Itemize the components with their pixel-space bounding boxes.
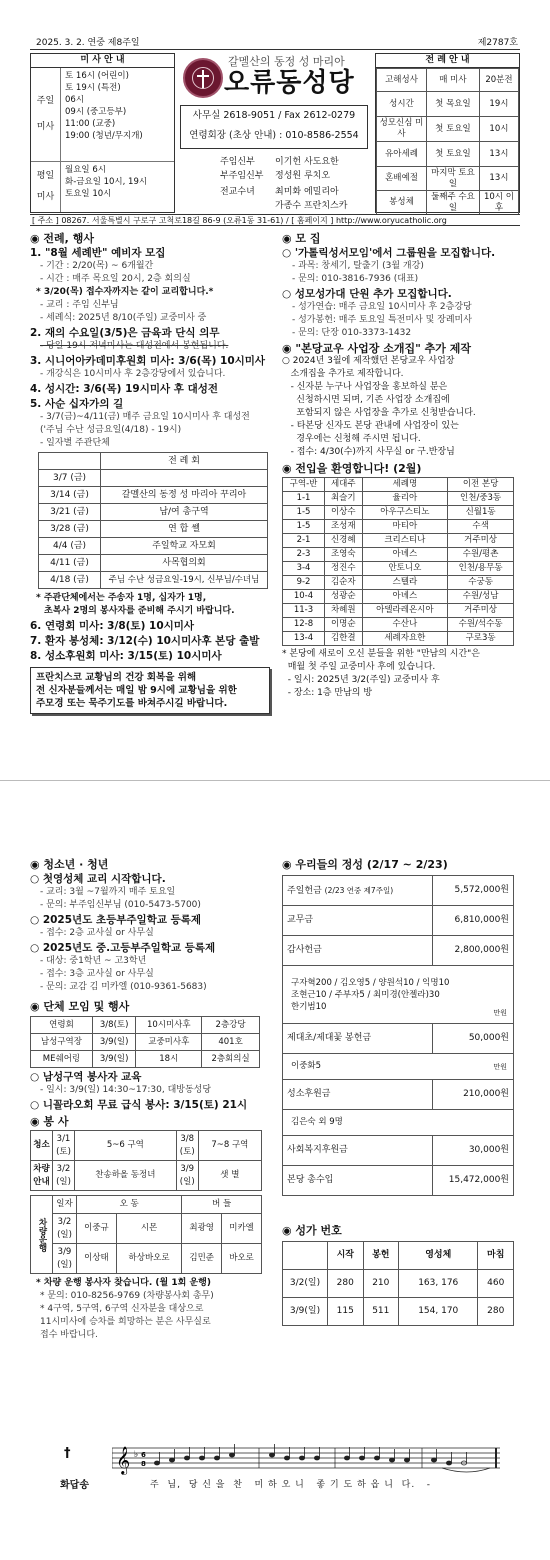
liturgy-line: - 기간 : 2/20(목) ~ 6개월간 [40, 261, 154, 271]
schedule-date: 3/14 (금) [39, 487, 101, 504]
schedule-date: 4/4 (금) [39, 538, 101, 555]
schedule-row [39, 504, 268, 521]
newcomers-cell: 아녜스 [362, 548, 448, 562]
svg-text:6: 6 [141, 1451, 146, 1459]
liturgy-line: - 시간 : 매주 목요일 20시, 2층 회의실 [40, 274, 191, 284]
weekday-mass [31, 162, 174, 212]
newcomers-cell: 율리아 [362, 492, 448, 506]
rite-guide [375, 53, 520, 213]
mass-guide-title: 미 사 안 내 [31, 54, 174, 68]
schedule-group: 주님 수난 성금요일-19시, 신부님/수녀님 [101, 572, 268, 589]
newcomers-cell: 구로3동 [448, 632, 514, 646]
groups-line: - 일시: 3/9(일) 14:30~17:30, 대방동성당 [40, 1085, 212, 1095]
church-seal-icon [183, 58, 223, 98]
newcomers-cell: 12-8 [283, 618, 325, 632]
recruit-line: ○ '가톨릭성서모임'에서 그룹원을 모집합니다. [282, 247, 496, 259]
newcomers-cell: 김한결 [325, 632, 363, 646]
issue-date: 2025. 3. 2. 연중 제8주일 [36, 38, 140, 48]
group-cell: 교중미사후 [136, 1034, 202, 1051]
sunday-mass [31, 68, 174, 162]
liturgy-line: - 개강식은 10시미사 후 2층강당에서 있습니다. [40, 369, 226, 379]
newcomers-row [283, 618, 514, 632]
catalog-heading: ◉ "본당교우 사업장 소개집" 추가 제작 [282, 342, 471, 355]
newcomers-after [282, 648, 522, 700]
sunday-mass-times: 토 16시 (어린이) 토 19시 (특전) 06시 09시 (중고등부) 11:00 (교중) 19:00 (청년/무지개) [65, 71, 143, 141]
schedule-date: 3/7 (금) [39, 470, 101, 487]
newcomers-cell: 13-4 [283, 632, 325, 646]
catalog-line: ○ 2024년 3월에 제작했던 본당교우 사업장 [282, 356, 455, 366]
liturgy-line: * 주관단체에서는 주송자 1명, 십자가 1명, [36, 593, 207, 603]
groups-after [30, 1071, 275, 1112]
liturgy-line: - 일자별 주관단체 [40, 438, 110, 448]
newcomers-cell: 신월1동 [448, 506, 514, 520]
schedule-group: 사목협의회 [101, 555, 268, 572]
service-line: * 4구역, 5구역, 6구역 신자분을 대상으로 [40, 1304, 204, 1314]
service-heading: ◉ 봉 사 [30, 1115, 69, 1128]
newcomers-cell: 9-2 [283, 576, 325, 590]
newcomers-line: 매월 첫 주일 교중미사 후에 있습니다. [282, 662, 436, 672]
youth-line: ○ 2025년도 중.고등부주일학교 등록제 [30, 942, 216, 954]
service-line: * 문의: 010-8256-9769 (차량봉사회 총무) [40, 1291, 214, 1301]
newcomers-line: - 일시: 2025년 3/2(주일) 교중미사 후 [282, 675, 440, 685]
staff-list: 주임신부 이기헌 사도요한 부주임신부 정성원 루치오 전교수녀 최미화 에밀리아 가종수 프란치스카 [220, 157, 348, 211]
schedule-date: 4/18 (금) [39, 572, 101, 589]
catalog-lines [282, 355, 522, 459]
youth-line: ○ 2025년도 초등부주일학교 등록제 [30, 914, 202, 926]
page-divider [0, 780, 550, 781]
liturgy-items [30, 247, 275, 450]
offering-table: 주일헌금 (2/23 연중 제7주일) 5,572,000원 교무금 6,810,000원 감사헌금 2,800,000원 구자혁200 / 김오영5 / 양원석10 / 익명10 조현근10 / 주부자5 / 최미경(안젤라)30 한기범10 만원 제대초/제대꽃 봉헌금 50,000원 이중화5 만원 성소후원금 210,000원 김은숙 외 9명 사회복지후원금 30,000원 본당 총수입 15,472,000원 [282, 875, 514, 1196]
newcomers-cell: 이상수 [325, 506, 363, 520]
newcomers-cell: 조영숙 [325, 548, 363, 562]
catalog-line: - 신자분 누구나 사업장을 홍보하실 분은 [282, 382, 448, 392]
church-title-block [180, 53, 368, 213]
liturgy-line: 3. 시니어아카데미후원회 미사: 3/6(목) 10시미사 [30, 355, 266, 367]
weekday-mass-label: 평일 미사 [31, 162, 61, 212]
schedule-group: 주일학교 자모회 [101, 538, 268, 555]
newcomers-col: 이전 본당 [448, 478, 514, 492]
newcomers-row [283, 506, 514, 520]
newcomers-cell: 수궁동 [448, 576, 514, 590]
church-subtitle: 갈멜산의 동정 성 마리아 [228, 55, 345, 68]
issue-number: 제2787호 [477, 38, 518, 48]
groups-heading: ◉ 단체 모임 및 행사 [30, 1000, 130, 1013]
schedule-row [39, 470, 268, 487]
liturgy-line: 7. 환자 봉성체: 3/12(수) 10시미사후 본당 출발 [30, 635, 260, 647]
catalog-line: - 타본당 신자도 본당 관내에 사업장이 있는 [282, 421, 459, 431]
schedule-row [39, 555, 268, 572]
newcomers-cell: 이명순 [325, 618, 363, 632]
pope-prayer-note: 프란치스코 교황님의 건강 회복을 위해 전 신자분들께서는 매일 밤 9시에 교황님을 위한 주모경 또는 묵주기도를 바쳐주시길 바랍니다. [30, 667, 270, 714]
svg-text:8: 8 [141, 1460, 146, 1468]
cross-icon: † [64, 1446, 71, 1461]
newcomers-header-row [283, 478, 514, 492]
group-cell: 2층회의실 [202, 1051, 260, 1068]
issue-line [30, 38, 520, 50]
driving-table: 차량운행 일자 오 동 버 들 3/2 (일) 이중규 시몬 최광영 미카엘 3/9 (일) 이상태 하상바오로 김민준 바오로 [30, 1195, 262, 1274]
right-column [282, 232, 522, 700]
response-label: 화답송 [60, 1480, 89, 1491]
newcomers-cell: 1-5 [283, 506, 325, 520]
newcomers-cell: 수산나 [362, 618, 448, 632]
group-cell: 남성구역장 [31, 1034, 93, 1051]
youth-line: ○ 첫영성체 교리 시작합니다. [30, 873, 166, 885]
group-cell: 연령회 [31, 1017, 93, 1034]
youth-line: - 접수: 3층 교사실 or 사무실 [40, 969, 154, 979]
liturgy-line: 6. 연령회 미사: 3/8(토) 10시미사 [30, 620, 195, 632]
funeral-contact: 연령회장 (초상 안내) : 010-8586-2554 [189, 130, 359, 141]
liturgy-line: - 세례식: 2025년 8/10(주일) 교중미사 중 [40, 313, 207, 323]
schedule-row [39, 538, 268, 555]
newcomers-cell: 세례자요한 [362, 632, 448, 646]
catalog-line: 포함되지 않은 사업장을 추가로 신청받습니다. [282, 408, 476, 418]
group-row [31, 1017, 260, 1034]
newcomers-row [283, 604, 514, 618]
office-contact [180, 105, 368, 149]
music-staff [112, 1440, 502, 1480]
newcomers-row [283, 534, 514, 548]
newcomers-cell: 거주미상 [448, 604, 514, 618]
liturgy-line: 2. 재의 수요일(3/5)은 금육과 단식 의무 [30, 327, 220, 339]
response-lyrics: 주 님, 당 신 을 찬 미 하 오 니 좋 기 도 하 옵 니 다. - [150, 1480, 432, 1490]
schedule-row [39, 521, 268, 538]
newcomers-cell: 최슬기 [325, 492, 363, 506]
newcomers-cell: 신경혜 [325, 534, 363, 548]
newcomers-cell: 아우구스티노 [362, 506, 448, 520]
youth-line: - 교리: 3월 ~7월까지 매주 토요일 [40, 887, 176, 897]
newcomers-cell: 스텔라 [362, 576, 448, 590]
newcomers-row [283, 520, 514, 534]
schedule-header: 전 례 회 [101, 453, 268, 470]
response-psalm [60, 1440, 500, 1520]
cleaning-car-table: 청소 3/1 (토) 5~6 구역 3/8 (토) 7~8 구역 차량 안내 3/2 (일) 찬송하올 동정녀 3/9 (일) 샛 별 [30, 1130, 262, 1191]
liturgy-line: 4. 성시간: 3/6(목) 19시미사 후 대성전 [30, 383, 219, 395]
newcomers-cell: 정진수 [325, 562, 363, 576]
service-line: * 차량 운행 봉사자 찾습니다. (월 1회 운행) [36, 1278, 211, 1288]
newcomers-cell: 1-1 [283, 492, 325, 506]
group-cell: 3/9(일) [92, 1051, 135, 1068]
liturgy-heading: ◉ 전례, 행사 [30, 232, 94, 245]
newcomers-cell: 2-3 [283, 548, 325, 562]
recruit-line: - 성가봉헌: 매주 토요일 특전미사 및 장례미사 [292, 315, 472, 325]
svg-text:♭: ♭ [134, 1450, 139, 1460]
offering-heading: ◉ 우리들의 정성 (2/17 ~ 2/23) [282, 858, 448, 871]
service-line: 접수 바랍니다. [40, 1330, 98, 1340]
newcomers-line: - 장소: 1층 만남의 방 [282, 688, 373, 698]
newcomers-cell: 11-3 [283, 604, 325, 618]
recruit-lines [282, 247, 522, 340]
weekday-mass-times: 월요일 6시 화-금요일 10시, 19시 토요일 10시 [65, 165, 148, 199]
newcomers-heading: ◉ 전입을 환영합니다! (2월) [282, 462, 422, 475]
group-cell: ME쉐어링 [31, 1051, 93, 1068]
newcomers-col: 세대주 [325, 478, 363, 492]
newcomers-col: 구역-반 [283, 478, 325, 492]
schedule-group: 연 합 쎌 [101, 521, 268, 538]
newcomers-cell: 크리스티나 [362, 534, 448, 548]
rite-guide-title: 전 례 안 내 [376, 54, 519, 68]
groups-table [30, 1016, 260, 1068]
newcomers-cell: 3-4 [283, 562, 325, 576]
office-phone: 사무실 2618-9051 / Fax 2612-0279 [192, 110, 356, 121]
recruit-line: - 문의: 단장 010-3373-1432 [292, 328, 412, 338]
newcomers-cell: 차혜원 [325, 604, 363, 618]
newcomers-cell: 수원/성남 [448, 590, 514, 604]
schedule-date: 4/11 (금) [39, 555, 101, 572]
liturgy-line: ('주님 수난 성금요일(4/18) - 19시) [40, 425, 182, 435]
newcomers-row [283, 562, 514, 576]
liturgy-line: 초복사 2명의 봉사자를 준비해 주시기 바랍니다. [44, 606, 235, 616]
newcomers-cell: 2-1 [283, 534, 325, 548]
liturgy-line: - 교리 : 주임 신부님 [40, 300, 119, 310]
recruit-line: - 성가연습: 매주 금요일 10시미사 후 2층강당 [292, 302, 472, 312]
group-row [31, 1051, 260, 1068]
liturgy-section [30, 232, 275, 714]
liturgy-line: - 당일 19시 저녁미사는 대성전에서 봉헌됩니다. [40, 341, 229, 351]
recruit-line: - 과목: 창세기, 탈출기 (3월 개강) [292, 261, 424, 271]
recruit-heading: ◉ 모 집 [282, 232, 321, 245]
newcomers-cell: 수원/석수동 [448, 618, 514, 632]
newcomers-cell: 10-4 [283, 590, 325, 604]
svg-text:𝄞: 𝄞 [116, 1446, 131, 1474]
liturgy-line: - 3/7(금)~4/11(금) 매주 금요일 10시미사 후 대성전 [40, 412, 250, 422]
recruit-line: - 문의: 010-3816-7936 (대표) [292, 274, 419, 284]
group-cell: 3/9(일) [92, 1034, 135, 1051]
newcomers-col: 세례명 [362, 478, 448, 492]
newcomers-cell: 마티아 [362, 520, 448, 534]
newcomers-cell: 김순자 [325, 576, 363, 590]
newcomers-cell: 인천/중3동 [448, 492, 514, 506]
catalog-line: 신청하시면 되며, 기존 사업장 소개집에 [282, 395, 450, 405]
group-cell: 18시 [136, 1051, 202, 1068]
schedule-group [101, 470, 268, 487]
newcomers-line: * 본당에 새로이 오신 분들을 위한 "만남의 시간"은 [282, 649, 480, 659]
schedule-row [39, 487, 268, 504]
groups-line: ○ 니꼴라오회 무료 급식 봉사: 3/15(토) 21시 [30, 1099, 248, 1111]
offering-section [282, 858, 518, 1326]
liturgy-after [30, 592, 275, 663]
newcomers-cell: 수원/평촌 [448, 548, 514, 562]
rite-table: 고해성사 매 미사 20분전 성시간 첫 목요일 19시 성모신심 미사 첫 토요일 10시 유아세례 첫 토요일 13시 혼배예절 마지막 토요일 13시 봉성체 둘째주 수요일 10시 이후 [376, 68, 519, 215]
newcomers-row [283, 492, 514, 506]
service-line: 11시미사에 승차를 희망하는 분은 사무실로 [40, 1317, 211, 1327]
address-bar: [ 주소 ] 08267. 서울특별시 구로구 고척로18길 86-9 (오류1동 31-61) / [ 홈페이지 ] http://www.oryucatholic.org [30, 214, 520, 226]
newcomers-cell: 1-5 [283, 520, 325, 534]
catalog-line: - 접수: 4/30(수)까지 사무실 or 구.반장님 [282, 447, 455, 457]
newcomers-cell: 성광순 [325, 590, 363, 604]
group-cell: 3/8(토) [92, 1017, 135, 1034]
liturgy-line: 1. "8월 세례반" 예비자 모집 [30, 247, 166, 259]
newcomers-cell: 안토니오 [362, 562, 448, 576]
liturgy-line: * 3/20(목) 접수자까지는 같이 교리합니다.* [36, 287, 214, 297]
newcomers-cell: 아녜스 [362, 590, 448, 604]
catalog-line: 소개집을 추가로 제작합니다. [282, 369, 404, 379]
station-schedule [38, 452, 268, 589]
newcomers-cell: 조성재 [325, 520, 363, 534]
hymn-table: 시작 봉헌 영성체 마침 3/2(일) 280 210 163, 176 460 3/9(일) 115 511 154, 170 280 [282, 1241, 514, 1326]
group-cell: 10시미사후 [136, 1017, 202, 1034]
masthead [30, 53, 520, 213]
newcomers-row [283, 576, 514, 590]
liturgy-line: 8. 성소후원회 미사: 3/15(토) 10시미사 [30, 650, 222, 662]
youth-line: - 문의: 부주임신부님 (010-5473-5700) [40, 900, 201, 910]
service-after [30, 1277, 275, 1342]
church-name: 오류동성당 [224, 68, 355, 98]
newcomers-cell: 거주미상 [448, 534, 514, 548]
youth-line: - 접수: 2층 교사실 or 사무실 [40, 928, 154, 938]
sunday-mass-label: 주일 미사 [31, 68, 61, 161]
youth-line: - 대상: 중1학년 ~ 고3학년 [40, 956, 147, 966]
newcomers-cell: 인천/용무동 [448, 562, 514, 576]
schedule-date: 3/21 (금) [39, 504, 101, 521]
youth-section [30, 858, 275, 1342]
schedule-group: 갈멜산의 동정 성 마리아 꾸리아 [101, 487, 268, 504]
newcomers-cell: 아델라레온시아 [362, 604, 448, 618]
schedule-date: 3/28 (금) [39, 521, 101, 538]
newcomers-table [282, 477, 514, 646]
recruit-line: ○ 성모성가대 단원 추가 모집합니다. [282, 288, 452, 300]
youth-lines [30, 873, 275, 994]
schedule-row [39, 572, 268, 589]
schedule-group: 남/여 총구역 [101, 504, 268, 521]
youth-heading: ◉ 청소년 · 청년 [30, 858, 109, 871]
newcomers-row [283, 590, 514, 604]
groups-line: ○ 남성구역 봉사자 교육 [30, 1071, 142, 1083]
catalog-line: 경우에는 신청해 주시면 됩니다. [282, 434, 421, 444]
mass-guide [30, 53, 175, 213]
newcomers-cell: 수색 [448, 520, 514, 534]
group-cell: 401호 [202, 1034, 260, 1051]
newcomers-row [283, 548, 514, 562]
group-cell: 2층강당 [202, 1017, 260, 1034]
youth-line: - 문의: 교감 김 미카엘 (010-9361-5683) [40, 982, 207, 992]
group-row [31, 1034, 260, 1051]
newcomers-row [283, 632, 514, 646]
hymn-heading: ◉ 성가 번호 [282, 1224, 342, 1237]
liturgy-line: 5. 사순 십자가의 길 [30, 398, 124, 410]
